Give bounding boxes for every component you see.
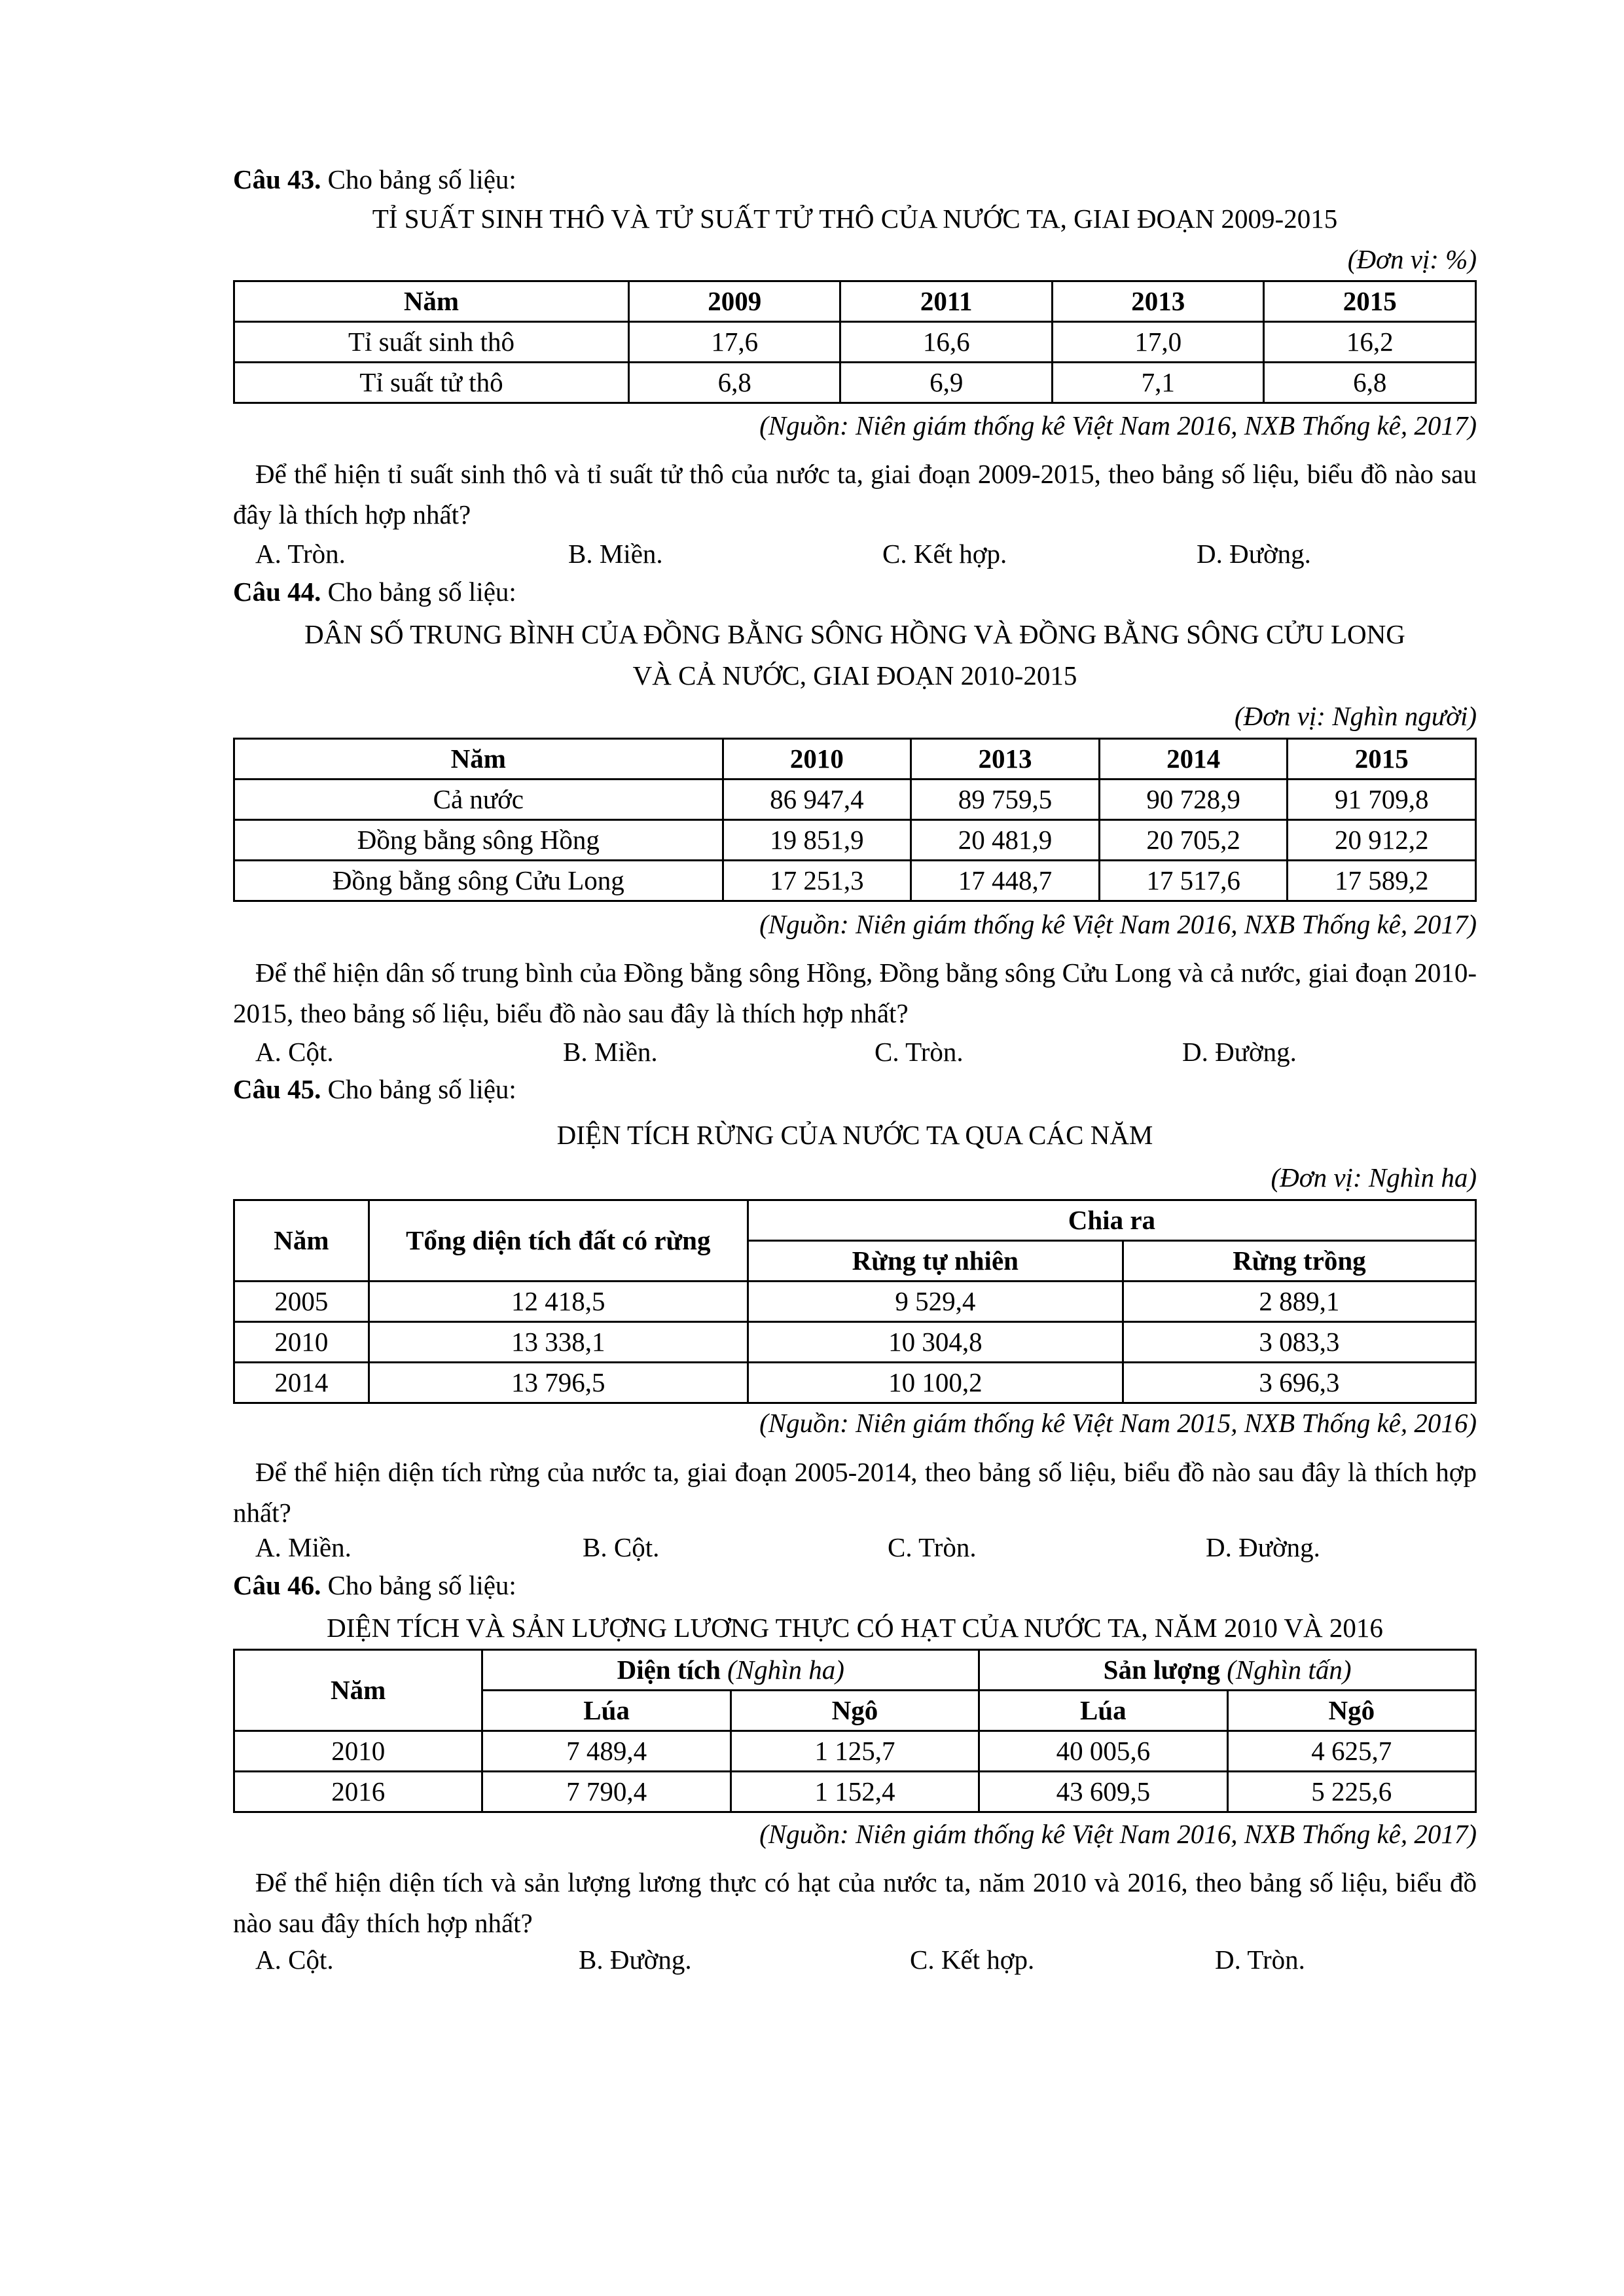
cell: 6,8 — [1264, 363, 1476, 403]
answer-options — [255, 1944, 1477, 1977]
option-b[interactable]: B. Đường. — [579, 1945, 692, 1975]
option-a[interactable]: A. Miền. — [255, 1532, 352, 1562]
unit-note: (Đơn vị: Nghìn người) — [1234, 701, 1477, 731]
question-intro: Cho bảng số liệu: — [321, 1570, 516, 1600]
table-row — [234, 1731, 1476, 1772]
cell: 89 759,5 — [911, 780, 1100, 820]
source-note: (Nguồn: Niên giám thống kê Việt Nam 2016, NXB Thống kê, 2017) — [759, 410, 1477, 440]
header-cell: Lúa — [979, 1691, 1227, 1731]
table-row — [234, 363, 1476, 403]
source-note: (Nguồn: Niên giám thống kê Việt Nam 2016, NXB Thống kê, 2017) — [759, 909, 1477, 939]
source-note: (Nguồn: Niên giám thống kê Việt Nam 2016, NXB Thống kê, 2017) — [759, 1819, 1477, 1849]
header-cell: 2015 — [1288, 739, 1476, 780]
source-note: (Nguồn: Niên giám thống kê Việt Nam 2015, NXB Thống kê, 2016) — [759, 1408, 1477, 1438]
cell: 16,6 — [840, 322, 1053, 363]
cell: 17 517,6 — [1099, 861, 1288, 901]
header-cell: Năm — [234, 281, 629, 322]
option-a[interactable]: A. Tròn. — [255, 539, 346, 569]
cell: 20 912,2 — [1288, 820, 1476, 861]
table-title: DIỆN TÍCH VÀ SẢN LƯỢNG LƯƠNG THỰC CÓ HẠT CỦA NƯỚC TA, NĂM 2010 VÀ 2016 — [327, 1613, 1383, 1643]
row-label: 2016 — [234, 1772, 482, 1812]
header-cell: 2009 — [628, 281, 840, 322]
question-number: Câu 44. — [233, 577, 321, 607]
cell: 86 947,4 — [723, 780, 911, 820]
question-43-heading — [233, 164, 516, 196]
row-label: 2005 — [234, 1282, 369, 1322]
answer-options — [255, 1532, 1477, 1564]
cell: 6,9 — [840, 363, 1053, 403]
unit-note: (Đơn vị: %) — [1347, 244, 1477, 274]
cell: 19 851,9 — [723, 820, 911, 861]
table-row — [234, 780, 1476, 820]
header-cell: 2011 — [840, 281, 1053, 322]
cell: 90 728,9 — [1099, 780, 1288, 820]
table-title: TỈ SUẤT SINH THÔ VÀ TỬ SUẤT TỬ THÔ CỦA NƯỚC TA, GIAI ĐOẠN 2009-2015 — [372, 204, 1338, 234]
header-cell: Tổng diện tích đất có rừng — [369, 1200, 748, 1282]
option-b[interactable]: B. Miền. — [563, 1037, 658, 1067]
cell: 1 152,4 — [731, 1772, 979, 1812]
table-row — [234, 861, 1476, 901]
question-prompt: Để thể hiện tỉ suất sinh thô và tỉ suất tử thô của nước ta, giai đoạn 2009-2015, theo bảng số liệu, biểu đồ nào sau đây là thích hợp nhất? — [233, 459, 1477, 529]
row-label: 2010 — [234, 1731, 482, 1772]
header-cell: 2015 — [1264, 281, 1476, 322]
cell: 17,0 — [1052, 322, 1264, 363]
unit-note: (Đơn vị: Nghìn ha) — [1271, 1162, 1477, 1193]
cell: 16,2 — [1264, 322, 1476, 363]
option-a[interactable]: A. Cột. — [255, 1945, 334, 1975]
cell: 3 696,3 — [1123, 1363, 1475, 1403]
data-table-46 — [233, 1649, 1477, 1813]
table-row — [234, 1772, 1476, 1812]
question-number: Câu 45. — [233, 1074, 321, 1104]
question-intro: Cho bảng số liệu: — [321, 164, 516, 194]
row-label: Cả nước — [234, 780, 723, 820]
group-unit: (Nghìn ha) — [720, 1654, 844, 1685]
option-d[interactable]: D. Đường. — [1206, 1532, 1320, 1562]
cell: 40 005,6 — [979, 1731, 1227, 1772]
header-cell: 2013 — [911, 739, 1100, 780]
cell: 20 705,2 — [1099, 820, 1288, 861]
row-label: 2014 — [234, 1363, 369, 1403]
table-row — [234, 322, 1476, 363]
group-label: Sản lượng — [1103, 1654, 1221, 1685]
cell: 6,8 — [628, 363, 840, 403]
question-prompt: Để thể hiện diện tích và sản lượng lương thực có hạt của nước ta, năm 2010 và 2016, theo bảng số liệu, biểu đồ nào sau đây thích hợp nhất? — [233, 1867, 1477, 1938]
table-row — [234, 1322, 1476, 1363]
header-group-area — [482, 1650, 979, 1691]
header-cell: Năm — [234, 739, 723, 780]
question-intro: Cho bảng số liệu: — [321, 577, 516, 607]
cell: 4 625,7 — [1227, 1731, 1475, 1772]
cell: 2 889,1 — [1123, 1282, 1475, 1322]
option-c[interactable]: C. Kết hợp. — [910, 1945, 1035, 1975]
table-title-line2: VÀ CẢ NƯỚC, GIAI ĐOẠN 2010-2015 — [632, 660, 1077, 691]
cell: 7 489,4 — [482, 1731, 731, 1772]
question-44-heading — [233, 576, 516, 608]
cell: 17 589,2 — [1288, 861, 1476, 901]
answer-options — [255, 1036, 1477, 1069]
table-row — [234, 1282, 1476, 1322]
cell: 3 083,3 — [1123, 1322, 1475, 1363]
header-group-cell: Chia ra — [748, 1200, 1475, 1241]
header-cell: Năm — [234, 1200, 369, 1282]
question-number: Câu 46. — [233, 1570, 321, 1600]
header-cell: 2010 — [723, 739, 911, 780]
question-prompt: Để thể hiện diện tích rừng của nước ta, giai đoạn 2005-2014, theo bảng số liệu, biểu đồ nào sau đây là thích hợp nhất? — [233, 1457, 1477, 1528]
cell: 20 481,9 — [911, 820, 1100, 861]
header-cell: Năm — [234, 1650, 482, 1731]
cell: 17,6 — [628, 322, 840, 363]
question-number: Câu 43. — [233, 164, 321, 194]
cell: 7,1 — [1052, 363, 1264, 403]
header-cell: Rừng trồng — [1123, 1241, 1475, 1282]
group-label: Diện tích — [617, 1654, 721, 1685]
header-cell: Ngô — [731, 1691, 979, 1731]
row-label: 2010 — [234, 1322, 369, 1363]
header-cell: 2014 — [1099, 739, 1288, 780]
cell: 7 790,4 — [482, 1772, 731, 1812]
question-46-heading — [233, 1570, 516, 1602]
option-a[interactable]: A. Cột. — [255, 1037, 334, 1067]
option-d[interactable]: D. Đường. — [1197, 539, 1311, 569]
row-label: Đồng bằng sông Hồng — [234, 820, 723, 861]
cell: 9 529,4 — [748, 1282, 1123, 1322]
header-cell: Lúa — [482, 1691, 731, 1731]
cell: 13 796,5 — [369, 1363, 748, 1403]
header-group-output — [979, 1650, 1476, 1691]
cell: 13 338,1 — [369, 1322, 748, 1363]
question-45-heading — [233, 1073, 516, 1105]
cell: 43 609,5 — [979, 1772, 1227, 1812]
option-c[interactable]: C. Kết hợp. — [882, 539, 1007, 569]
option-c[interactable]: C. Tròn. — [875, 1037, 964, 1067]
cell: 17 251,3 — [723, 861, 911, 901]
question-intro: Cho bảng số liệu: — [321, 1074, 516, 1104]
row-label: Tỉ suất sinh thô — [234, 322, 629, 363]
group-unit: (Nghìn tấn) — [1220, 1654, 1352, 1685]
answer-options — [255, 538, 1477, 571]
cell: 91 709,8 — [1288, 780, 1476, 820]
header-cell: Ngô — [1227, 1691, 1475, 1731]
row-label: Đồng bằng sông Cửu Long — [234, 861, 723, 901]
table-row — [234, 820, 1476, 861]
option-c[interactable]: C. Tròn. — [888, 1532, 977, 1562]
data-table-44 — [233, 738, 1477, 902]
cell: 10 304,8 — [748, 1322, 1123, 1363]
option-d[interactable]: D. Đường. — [1182, 1037, 1297, 1067]
option-b[interactable]: B. Miền. — [568, 539, 663, 569]
question-prompt: Để thể hiện dân số trung bình của Đồng bằng sông Hồng, Đồng bằng sông Cửu Long và cả nước, giai đoạn 2010-2015, theo bảng số liệu, biểu đồ nào sau đây là thích hợp nhất? — [233, 958, 1477, 1028]
table-row — [234, 1363, 1476, 1403]
cell: 17 448,7 — [911, 861, 1100, 901]
option-d[interactable]: D. Tròn. — [1215, 1945, 1305, 1975]
option-b[interactable]: B. Cột. — [583, 1532, 660, 1562]
table-title: DÂN SỐ TRUNG BÌNH CỦA ĐỒNG BẰNG SÔNG HỒNG VÀ ĐỒNG BẰNG SÔNG CỬU LONG — [304, 619, 1405, 649]
table-title: DIỆN TÍCH RỪNG CỦA NƯỚC TA QUA CÁC NĂM — [556, 1120, 1153, 1150]
header-cell: Rừng tự nhiên — [748, 1241, 1123, 1282]
data-table-45 — [233, 1199, 1477, 1404]
row-label: Tỉ suất tử thô — [234, 363, 629, 403]
data-table-43 — [233, 280, 1477, 404]
cell: 1 125,7 — [731, 1731, 979, 1772]
cell: 10 100,2 — [748, 1363, 1123, 1403]
header-cell: 2013 — [1052, 281, 1264, 322]
cell: 12 418,5 — [369, 1282, 748, 1322]
cell: 5 225,6 — [1227, 1772, 1475, 1812]
